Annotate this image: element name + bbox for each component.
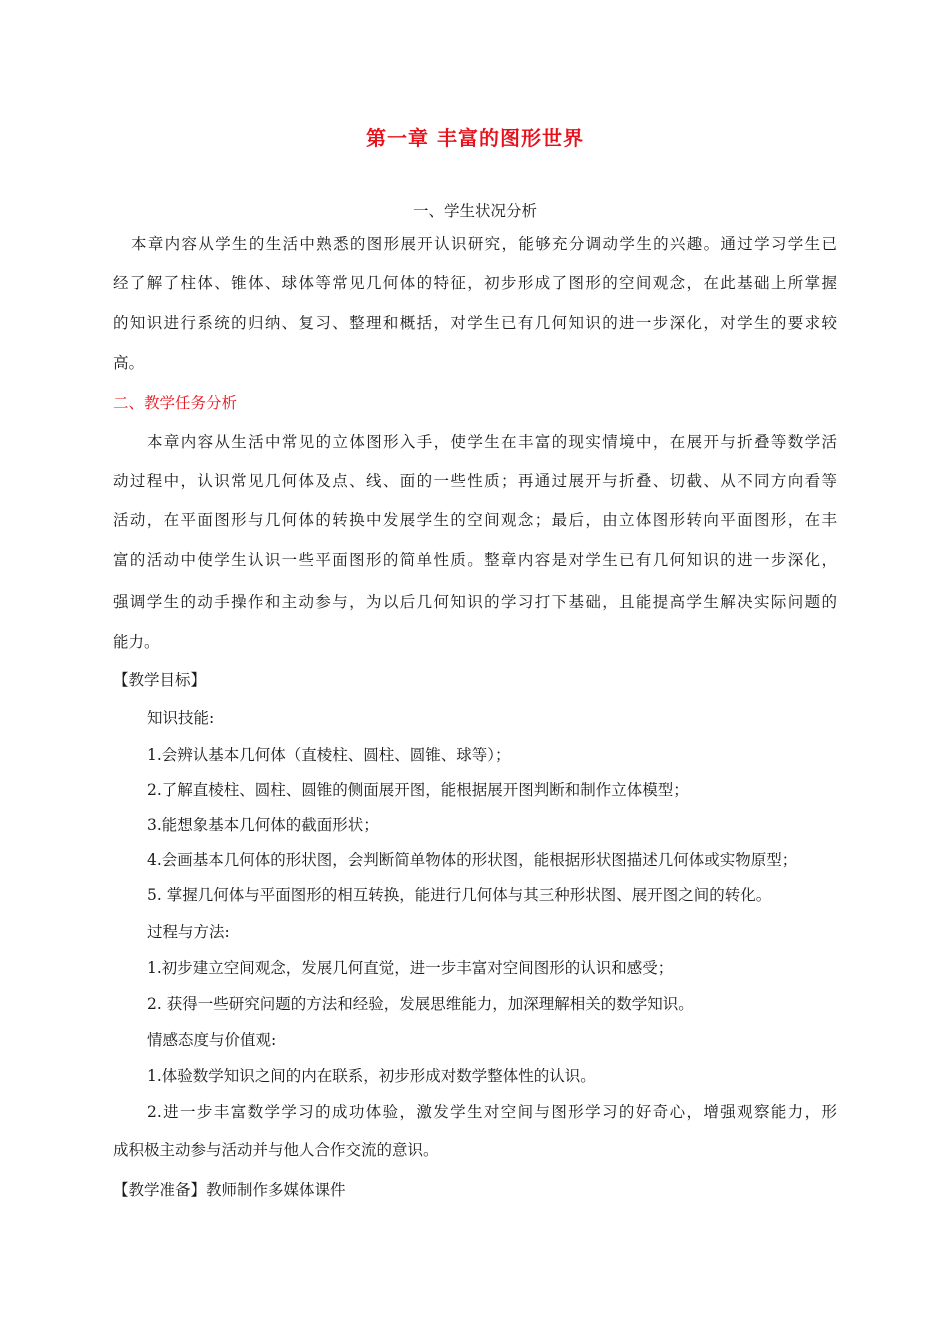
section2-line: 能力。 <box>113 633 160 651</box>
section2-heading: 二、教学任务分析 <box>113 394 238 412</box>
chapter-title: 第一章 丰富的图形世界 <box>366 126 584 150</box>
section2-line: 动过程中，认识常见几何体及点、线、面的一些性质；再通过展开与折叠、切截、从不同方向看等 <box>113 472 837 490</box>
preparation-heading: 【教学准备】 <box>113 1181 207 1199</box>
goals-heading: 【教学目标】 <box>113 671 207 689</box>
section1-line: 经了解了柱体、锥体、球体等常见几何体的特征，初步形成了图形的空间观念，在此基础上所掌握 <box>113 274 837 292</box>
knowledge-label: 知识技能: <box>147 709 215 727</box>
process-item: 1.初步建立空间观念，发展几何直觉，进一步丰富对空间图形的认识和感受； <box>147 959 674 977</box>
knowledge-item: 5. 掌握几何体与平面图形的相互转换，能进行几何体与其三种形状图、展开图之间的转化。 <box>147 886 772 904</box>
knowledge-item: 3.能想象基本几何体的截面形状； <box>147 816 379 834</box>
emotion-label: 情感态度与价值观: <box>147 1031 277 1049</box>
section1-line: 本章内容从学生的生活中熟悉的图形展开认识研究，能够充分调动学生的兴趣。通过学习学生已 <box>131 235 837 253</box>
knowledge-item: 2.了解直棱柱、圆柱、圆锥的侧面展开图，能根据展开图判断和制作立体模型； <box>147 781 689 799</box>
process-label: 过程与方法: <box>147 923 230 941</box>
knowledge-item: 1.会辨认基本几何体（直棱柱、圆柱、圆锥、球等）； <box>147 746 511 764</box>
section2-line: 富的活动中使学生认识一些平面图形的简单性质。整章内容是对学生已有几何知识的进一步深化， <box>113 551 837 569</box>
section2-line: 强调学生的动手操作和主动参与，为以后几何知识的学习打下基础，且能提高学生解决实际问题的 <box>113 593 837 611</box>
emotion-item: 2.进一步丰富数学学习的成功体验，激发学生对空间与图形学习的好奇心，增强观察能力，形 <box>147 1103 837 1121</box>
section1-line: 高。 <box>113 354 145 372</box>
knowledge-item: 4.会画基本几何体的形状图，会判断简单物体的形状图，能根据形状图描述几何体或实物原型； <box>147 851 798 869</box>
section1-heading: 一、学生状况分析 <box>412 202 537 220</box>
section1-line: 的知识进行系统的归纳、复习、整理和概括，对学生已有几何知识的进一步深化，对学生的要求较 <box>113 314 837 332</box>
preparation-text: 教师制作多媒体课件 <box>206 1181 346 1199</box>
section2-line: 活动，在平面图形与几何体的转换中发展学生的空间观念；最后，由立体图形转向平面图形，在丰 <box>113 511 837 529</box>
emotion-item: 1.体验数学知识之间的内在联系，初步形成对数学整体性的认识。 <box>147 1067 596 1085</box>
process-item: 2. 获得一些研究问题的方法和经验，发展思维能力，加深理解相关的数学知识。 <box>147 995 694 1013</box>
emotion-item: 成积极主动参与活动并与他人合作交流的意识。 <box>113 1141 439 1159</box>
preparation-line <box>113 1180 346 1200</box>
section2-line: 本章内容从生活中常见的立体图形入手，使学生在丰富的现实情境中，在展开与折叠等数学活 <box>147 433 837 451</box>
